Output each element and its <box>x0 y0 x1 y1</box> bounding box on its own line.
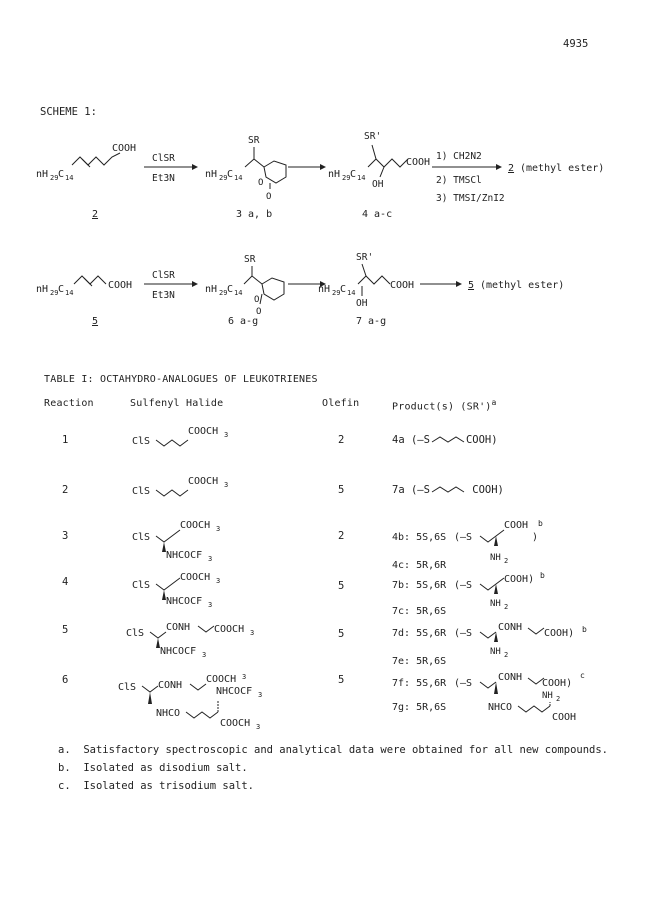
svg-text:3: 3 <box>216 577 221 585</box>
svg-text:nH: nH <box>328 169 341 180</box>
step-3: 3) TMSI/ZnI2 <box>436 193 505 204</box>
svg-text:14: 14 <box>65 174 74 182</box>
svg-text:29: 29 <box>332 289 341 297</box>
svg-text:14: 14 <box>234 289 243 297</box>
sulfenyl-halide-3 <box>130 518 250 562</box>
svg-text:COOH): COOH) <box>544 628 575 639</box>
scheme-row-2 <box>0 248 672 348</box>
svg-text:3: 3 <box>242 673 247 681</box>
svg-text:ClS: ClS <box>132 580 151 591</box>
svg-text:c: c <box>580 671 585 680</box>
svg-text:COOH: COOH <box>406 157 431 168</box>
svg-text:ClS: ClS <box>118 682 137 693</box>
scheme-row-1 <box>0 125 672 235</box>
svg-text:(—S: (—S <box>454 628 473 639</box>
svg-text:O: O <box>256 307 262 317</box>
footnote-c-mark: c. <box>58 780 71 792</box>
sulfenyl-halide-5 <box>124 614 274 662</box>
svg-text:COOCH: COOCH <box>180 572 211 583</box>
product-3-a: 4b: 5S,6S <box>392 532 447 543</box>
product-6-struct <box>392 664 592 728</box>
reagent-top-1: ClSR <box>152 153 175 164</box>
mid-label-2: 6 a-g <box>228 316 259 327</box>
svg-text:SR: SR <box>244 254 256 265</box>
mid-label-1: 3 a, b <box>236 209 273 220</box>
sulfenyl-halide-6 <box>116 668 286 732</box>
product-2-chain <box>430 484 466 496</box>
svg-text:14: 14 <box>65 289 74 297</box>
svg-text:O: O <box>266 192 272 202</box>
svg-text:3: 3 <box>224 481 229 489</box>
svg-text:COOH: COOH <box>108 280 133 291</box>
svg-text:SR': SR' <box>364 131 382 142</box>
svg-text:2: 2 <box>504 603 509 611</box>
svg-text:29: 29 <box>50 174 59 182</box>
product-6-a: 7f: 5S,6R <box>392 678 447 689</box>
svg-text:3: 3 <box>208 555 213 562</box>
svg-text:14: 14 <box>347 289 356 297</box>
svg-text:SR: SR <box>248 135 260 146</box>
svg-text:COOH): COOH) <box>542 678 573 689</box>
reaction-6: 6 <box>62 674 69 686</box>
svg-text:(—S: (—S <box>454 678 473 689</box>
svg-text:NH: NH <box>542 691 553 701</box>
svg-text:COOCH: COOCH <box>220 718 251 729</box>
olefin-1: 2 <box>338 434 345 446</box>
svg-text:COOH: COOH <box>504 520 529 531</box>
svg-text:C: C <box>227 284 234 295</box>
footnote-c <box>58 780 254 792</box>
svg-text:O: O <box>258 178 264 188</box>
reaction-2: 2 <box>62 484 69 496</box>
footnote-c-text: Isolated as trisodium salt. <box>83 780 254 792</box>
svg-text:b: b <box>540 571 545 580</box>
sulfenyl-halide-2 <box>130 472 250 502</box>
svg-text:C: C <box>350 169 357 180</box>
reagent-bottom-1: Et3N <box>152 173 175 184</box>
col-products <box>392 398 497 412</box>
col-olefin: Olefin <box>322 398 360 409</box>
reaction-3: 3 <box>62 530 69 542</box>
col-reaction: Reaction <box>44 398 94 409</box>
olefin-3: 2 <box>338 530 345 542</box>
svg-text:2: 2 <box>504 651 509 659</box>
svg-text:nH: nH <box>318 284 331 295</box>
start-label-2: 5 <box>92 316 99 327</box>
reaction-4: 4 <box>62 576 69 588</box>
svg-text:ClS: ClS <box>132 532 151 543</box>
col-sulfenyl-halide: Sulfenyl Halide <box>130 398 224 409</box>
svg-text:OH: OH <box>372 179 384 190</box>
olefin-4: 5 <box>338 580 345 592</box>
olefin-2: 5 <box>338 484 345 496</box>
product-2: 7a (—S COOH) <box>392 484 504 496</box>
product-1-label: 4a <box>392 434 405 446</box>
footnote-b-text: Isolated as disodium salt. <box>83 762 248 774</box>
product-num-2: 5 <box>468 280 475 291</box>
reaction-1: 1 <box>62 434 69 446</box>
footnote-b <box>58 762 248 774</box>
svg-text:29: 29 <box>50 289 59 297</box>
svg-text:COOCH: COOCH <box>188 476 219 487</box>
footnote-b-mark: b. <box>58 762 71 774</box>
svg-text:SR': SR' <box>356 252 374 263</box>
svg-text:NHCOCF: NHCOCF <box>216 686 253 697</box>
svg-text:29: 29 <box>342 174 351 182</box>
svg-text:C: C <box>58 284 65 295</box>
svg-text:14: 14 <box>357 174 366 182</box>
svg-text:COOCH: COOCH <box>188 426 219 437</box>
footnote-a-text: Satisfactory spectroscopic and analytical data were obtained for all new compounds. <box>83 744 608 756</box>
product-1-chain <box>430 434 466 446</box>
product-2-label: 7a <box>392 484 405 496</box>
svg-text:3: 3 <box>250 629 255 637</box>
reagent-top-2: ClSR <box>152 270 175 281</box>
svg-text:NHCO: NHCO <box>156 708 181 719</box>
svg-text:COOCH: COOCH <box>180 520 211 531</box>
svg-text:O: O <box>254 295 260 305</box>
svg-text:3: 3 <box>224 431 229 439</box>
svg-text:COOH: COOH <box>390 280 415 291</box>
svg-text:3: 3 <box>256 723 261 731</box>
svg-text:ClS: ClS <box>126 628 145 639</box>
svg-text:): ) <box>532 532 539 543</box>
svg-text:NH: NH <box>490 599 501 609</box>
start-label-1: 2 <box>92 209 99 220</box>
svg-text:C: C <box>58 169 65 180</box>
svg-text:nH: nH <box>36 169 49 180</box>
svg-text:3: 3 <box>208 601 213 609</box>
olefin-6: 5 <box>338 674 345 686</box>
product-text-1: (methyl ester) <box>520 163 605 174</box>
svg-text:b: b <box>538 519 543 528</box>
svg-text:NHCO: NHCO <box>488 702 513 713</box>
scheme-title: SCHEME 1: <box>40 106 97 118</box>
product-5-a: 7d: 5S,6R <box>392 628 447 639</box>
product-6-b: 7g: 5R,6S <box>392 702 447 713</box>
svg-text:C: C <box>340 284 347 295</box>
product-3-b: 4c: 5R,6R <box>392 560 447 571</box>
svg-text:2: 2 <box>556 695 561 703</box>
svg-text:nH: nH <box>205 169 218 180</box>
product-text-2: (methyl ester) <box>480 280 565 291</box>
svg-text:3: 3 <box>202 651 207 659</box>
svg-text:NH: NH <box>490 647 501 657</box>
svg-text:2: 2 <box>504 557 509 565</box>
svg-text:CONH: CONH <box>498 672 523 683</box>
footnote-a <box>58 744 608 756</box>
product-4-a: 7b: 5S,6R <box>392 580 447 591</box>
svg-text:COOH): COOH) <box>504 574 535 585</box>
reaction-5: 5 <box>62 624 69 636</box>
svg-text:NHCOCF: NHCOCF <box>166 596 203 607</box>
svg-text:14: 14 <box>234 174 243 182</box>
col-products-label: Product(s) (SR') <box>392 401 492 413</box>
footnote-a-mark: a. <box>58 744 71 756</box>
olefin-2-structure <box>72 153 120 167</box>
svg-text:CONH: CONH <box>158 680 183 691</box>
svg-text:29: 29 <box>219 289 228 297</box>
svg-text:NHCOCF: NHCOCF <box>160 646 197 657</box>
svg-text:COOH: COOH <box>112 143 137 154</box>
step-1: 1) CH2N2 <box>436 151 482 162</box>
sulfenyl-halide-1 <box>130 422 250 452</box>
svg-text:29: 29 <box>219 174 228 182</box>
product-num-1: 2 <box>508 163 515 174</box>
svg-text:(—S: (—S <box>454 580 473 591</box>
svg-text:COOH: COOH <box>552 712 577 723</box>
svg-text:NH: NH <box>490 553 501 563</box>
svg-text:CONH: CONH <box>498 622 523 633</box>
svg-text:OH: OH <box>356 298 368 309</box>
svg-text:nH: nH <box>36 284 49 295</box>
reagent-bottom-2: Et3N <box>152 290 175 301</box>
svg-text:CONH: CONH <box>166 622 191 633</box>
svg-text:nH: nH <box>205 284 218 295</box>
olefin-5: 5 <box>338 628 345 640</box>
step-2: 2) TMSCl <box>436 175 482 186</box>
svg-text:3: 3 <box>258 691 263 699</box>
product-5-b: 7e: 5R,6S <box>392 656 447 667</box>
page-number: 4935 <box>563 38 589 50</box>
product-4-b: 7c: 5R,6S <box>392 606 447 617</box>
svg-text:COOCH: COOCH <box>206 674 237 685</box>
col-products-sup: a <box>491 398 497 407</box>
next-label-1: 4 a-c <box>362 209 393 220</box>
product-1: 4a (—S COOH) <box>392 434 498 446</box>
svg-text:COOCH: COOCH <box>214 624 245 635</box>
svg-text:NHCOCF: NHCOCF <box>166 550 203 561</box>
next-label-2: 7 a-g <box>356 316 387 327</box>
sulfenyl-halide-4 <box>130 566 250 610</box>
svg-text:3: 3 <box>216 525 221 533</box>
svg-text:ClS: ClS <box>132 436 151 447</box>
svg-text:b: b <box>582 625 587 634</box>
svg-text:C: C <box>227 169 234 180</box>
table-title: TABLE I: OCTAHYDRO-ANALOGUES OF LEUKOTRIENES <box>44 374 318 385</box>
svg-text:(—S: (—S <box>454 532 473 543</box>
svg-text:ClS: ClS <box>132 486 151 497</box>
